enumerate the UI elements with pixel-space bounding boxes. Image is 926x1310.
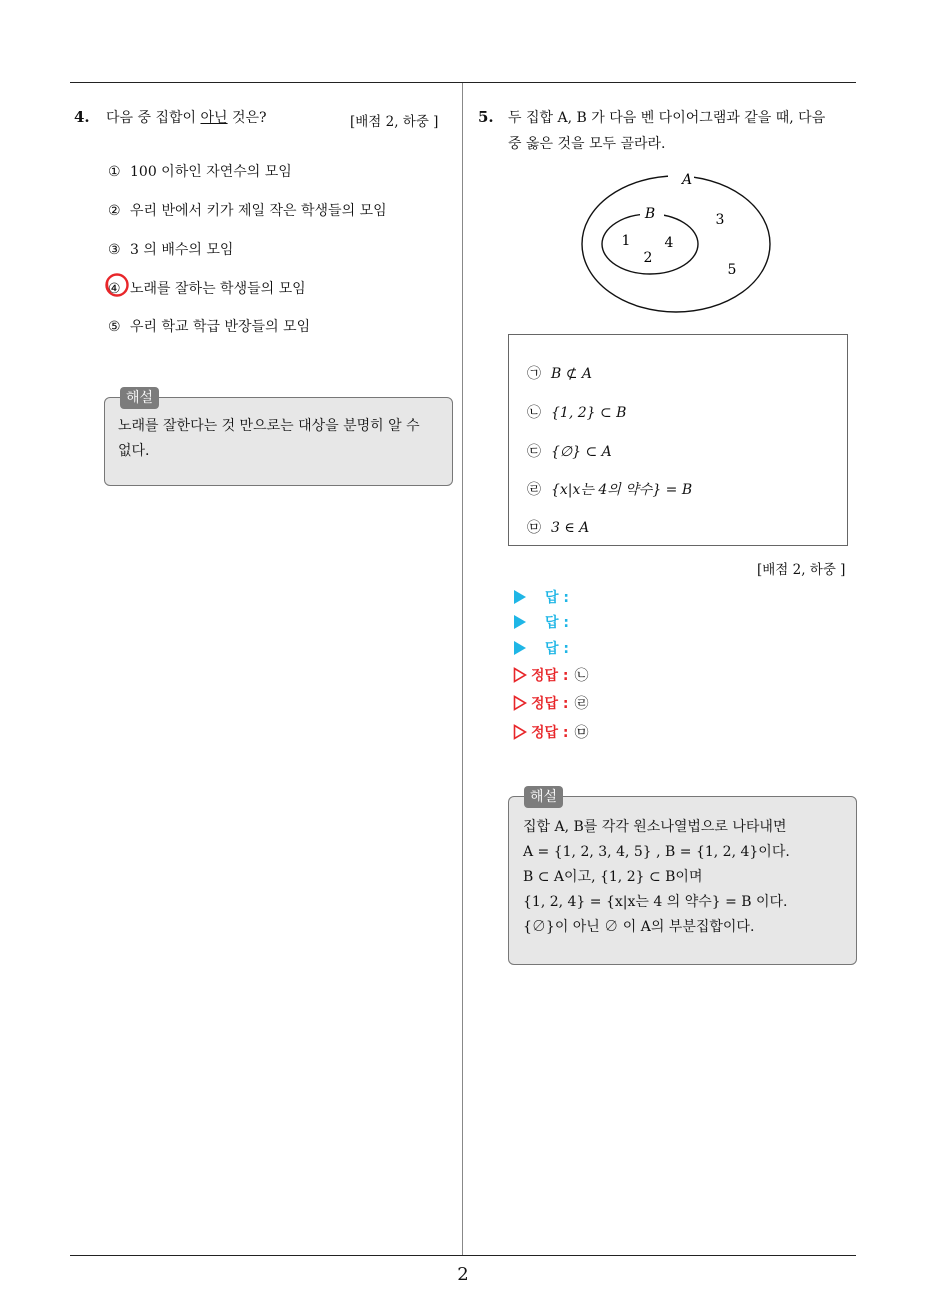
statement-text: B ⊄ A: [551, 366, 593, 382]
choice-text: 우리 학교 학급 반장들의 모임: [130, 319, 311, 335]
element-1: 1: [621, 233, 631, 249]
q4-text-before: 다음 중 집합이: [106, 110, 201, 126]
choice-marker: ⑤: [108, 319, 121, 335]
choice-marker: ②: [108, 203, 121, 219]
set-a-label: A: [681, 172, 693, 188]
statement-marker: ㉢: [527, 444, 541, 460]
q4-number: 4.: [74, 108, 90, 126]
correct-answer-value: ㉡: [574, 668, 589, 684]
statement-text: {1, 2} ⊂ B: [551, 405, 627, 421]
q4-text-after: 것은?: [227, 110, 267, 126]
play-arrow-icon: [513, 640, 527, 656]
page-number: 2: [457, 1264, 469, 1285]
q4-question-text: [106, 105, 267, 131]
correct-answer-value: ㉣: [574, 696, 589, 712]
set-a-ellipse: [582, 176, 770, 312]
q5-explanation-tag: 해설: [524, 786, 563, 808]
statement-5: [527, 517, 589, 537]
statement-text: {x|x는 4의 약수} = B: [551, 482, 693, 498]
choice-marker: ①: [108, 164, 121, 180]
statement-marker: ㉠: [527, 366, 541, 382]
bottom-rule: [70, 1255, 856, 1256]
statement-text: 3 ∈ A: [551, 520, 590, 536]
outline-arrow-icon: [513, 695, 527, 711]
answer-prompt-label: 답 :: [545, 615, 569, 631]
explanation-line: B ⊂ A이고, {1, 2} ⊂ B이며: [523, 869, 703, 885]
q4-explanation-box: [104, 397, 453, 486]
statement-2: [527, 402, 626, 422]
statement-3: [527, 441, 612, 461]
q4-choice-1[interactable]: [108, 161, 292, 181]
explanation-line: 집합 A, B를 각각 원소나열법으로 나타내면: [523, 819, 787, 835]
set-b-label: B: [644, 206, 656, 222]
element-2: 2: [643, 250, 653, 266]
q5-question-line-2: 중 옳은 것을 모두 골라라.: [508, 136, 666, 152]
statement-marker: ㉤: [527, 520, 541, 536]
selected-answer-circle-icon: [104, 272, 130, 298]
explanation-line: 없다.: [118, 443, 150, 459]
top-rule: [70, 82, 856, 83]
statement-text: {∅} ⊂ A: [551, 444, 612, 460]
correct-answer-label: 정답 :: [531, 725, 569, 741]
statement-4: [527, 479, 692, 499]
element-4: 4: [664, 235, 674, 251]
choice-text: 노래를 잘하는 학생들의 모임: [130, 281, 306, 297]
q4-choice-4[interactable]: [108, 278, 306, 298]
play-arrow-icon: [513, 614, 527, 630]
correct-answer-2: [513, 693, 589, 713]
explanation-line: {∅}이 아닌 ∅ 이 A의 부분집합이다.: [523, 919, 755, 935]
answer-prompt-label: 답 :: [545, 590, 569, 606]
column-divider: [462, 83, 463, 1256]
q4-meta: [배점 2, 하중 ]: [350, 114, 439, 130]
correct-answer-1: [513, 665, 589, 685]
correct-answer-3: [513, 722, 589, 742]
statement-marker: ㉣: [527, 482, 541, 498]
answer-prompt-1[interactable]: [513, 587, 569, 607]
explanation-line: 노래를 잘한다는 것 만으로는 대상을 분명히 알 수: [118, 418, 420, 434]
venn-diagram: [578, 168, 774, 316]
correct-answer-value: ㉤: [574, 725, 589, 741]
q5-question-line-1: 두 집합 A, B 가 다음 벤 다이어그램과 같을 때, 다음: [508, 110, 826, 126]
q5-explanation-box: [508, 796, 857, 965]
q5-meta: [배점 2, 하중 ]: [757, 562, 846, 578]
element-5: 5: [727, 262, 737, 278]
choice-marker: ④: [108, 281, 121, 297]
explanation-line: A = {1, 2, 3, 4, 5} , B = {1, 2, 4}이다.: [523, 844, 790, 860]
play-arrow-icon: [513, 589, 527, 605]
q4-choice-2[interactable]: [108, 200, 387, 220]
outline-arrow-icon: [513, 724, 527, 740]
statement-marker: ㉡: [527, 405, 541, 421]
q4-choice-3[interactable]: [108, 239, 233, 259]
answer-prompt-label: 답 :: [545, 641, 569, 657]
q4-explanation-tag: 해설: [120, 387, 159, 409]
statement-1: [527, 363, 592, 383]
explanation-line: {1, 2, 4} = {x|x는 4 의 약수} = B 이다.: [523, 894, 788, 910]
statements-box: [508, 334, 848, 546]
choice-text: 3 의 배수의 모임: [130, 242, 234, 258]
element-3: 3: [715, 212, 725, 228]
choice-text: 우리 반에서 키가 제일 작은 학생들의 모임: [130, 203, 387, 219]
choice-marker: ③: [108, 242, 121, 258]
correct-answer-label: 정답 :: [531, 696, 569, 712]
q4-choice-5[interactable]: [108, 316, 310, 336]
choice-text: 100 이하인 자연수의 모임: [130, 164, 292, 180]
q4-text-underlined: 아닌: [200, 110, 228, 126]
outline-arrow-icon: [513, 667, 527, 683]
correct-answer-label: 정답 :: [531, 668, 569, 684]
q5-number: 5.: [478, 108, 494, 126]
answer-prompt-3[interactable]: [513, 638, 569, 658]
answer-prompt-2[interactable]: [513, 612, 569, 632]
